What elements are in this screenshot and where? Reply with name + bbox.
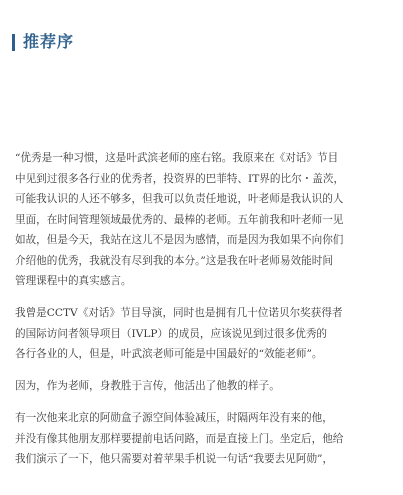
text-line: 我们演示了一下，他只需要对着苹果手机说一句话“我要去见阿勋”， <box>15 453 334 465</box>
heading-accent-bar <box>12 34 15 51</box>
text-line: 各行各业的人，但是，叶武滨老师可能是中国最好的“效能老师”。 <box>15 348 323 360</box>
paragraph <box>15 303 393 365</box>
section-title: 推荐序 <box>23 32 75 51</box>
text-line: 有一次他来北京的阿勋盒子源空间体验减压，时隔两年没有来的他， <box>15 412 333 424</box>
paragraph <box>15 408 393 470</box>
text-line: 里面，在时间管理领域最优秀的、最棒的老师。五年前我和叶老师一见 <box>15 213 344 226</box>
text-line: 因为，作为老师，身教胜于言传，他活出了他教的样子。 <box>15 380 280 392</box>
text-line: 如故，但是今天，我站在这儿不是因为感情，而是因为我如果不向你们 <box>15 234 344 246</box>
text-line: 的国际访问者领导项目（IVLP）的成员，应该说见到过很多优秀的 <box>15 327 328 340</box>
paragraph <box>15 376 393 397</box>
paragraph-gap <box>15 365 393 377</box>
text-line: 可能我认识的人还不够多，但我可以负责任地说，叶老师是我认识的人 <box>15 193 344 205</box>
body-text <box>15 148 393 470</box>
paragraph <box>15 148 393 292</box>
text-line: 我曾是CCTV《对话》节目导演，同时也是拥有几十位诺贝尔奖获得者 <box>15 307 343 319</box>
text-line: 并没有像其他朋友那样要提前电话问路，而是直接上门。坐定后，他给 <box>15 432 344 445</box>
section-heading <box>12 32 74 52</box>
text-line: 中见到过很多各行业的优秀者，投资界的巴菲特、IT界的比尔・盖茨， <box>15 172 345 185</box>
text-line: 介绍他的优秀，我就没有尽到我的本分。”这是我在叶老师易效能时间 <box>15 254 333 267</box>
text-line: 管理课程中的真实感言。 <box>15 275 132 287</box>
paragraph-gap <box>15 397 393 409</box>
text-line: “优秀是一种习惯，这是叶武滨老师的座右铭。我原来在《对话》节目 <box>15 152 339 164</box>
paragraph-gap <box>15 292 393 304</box>
